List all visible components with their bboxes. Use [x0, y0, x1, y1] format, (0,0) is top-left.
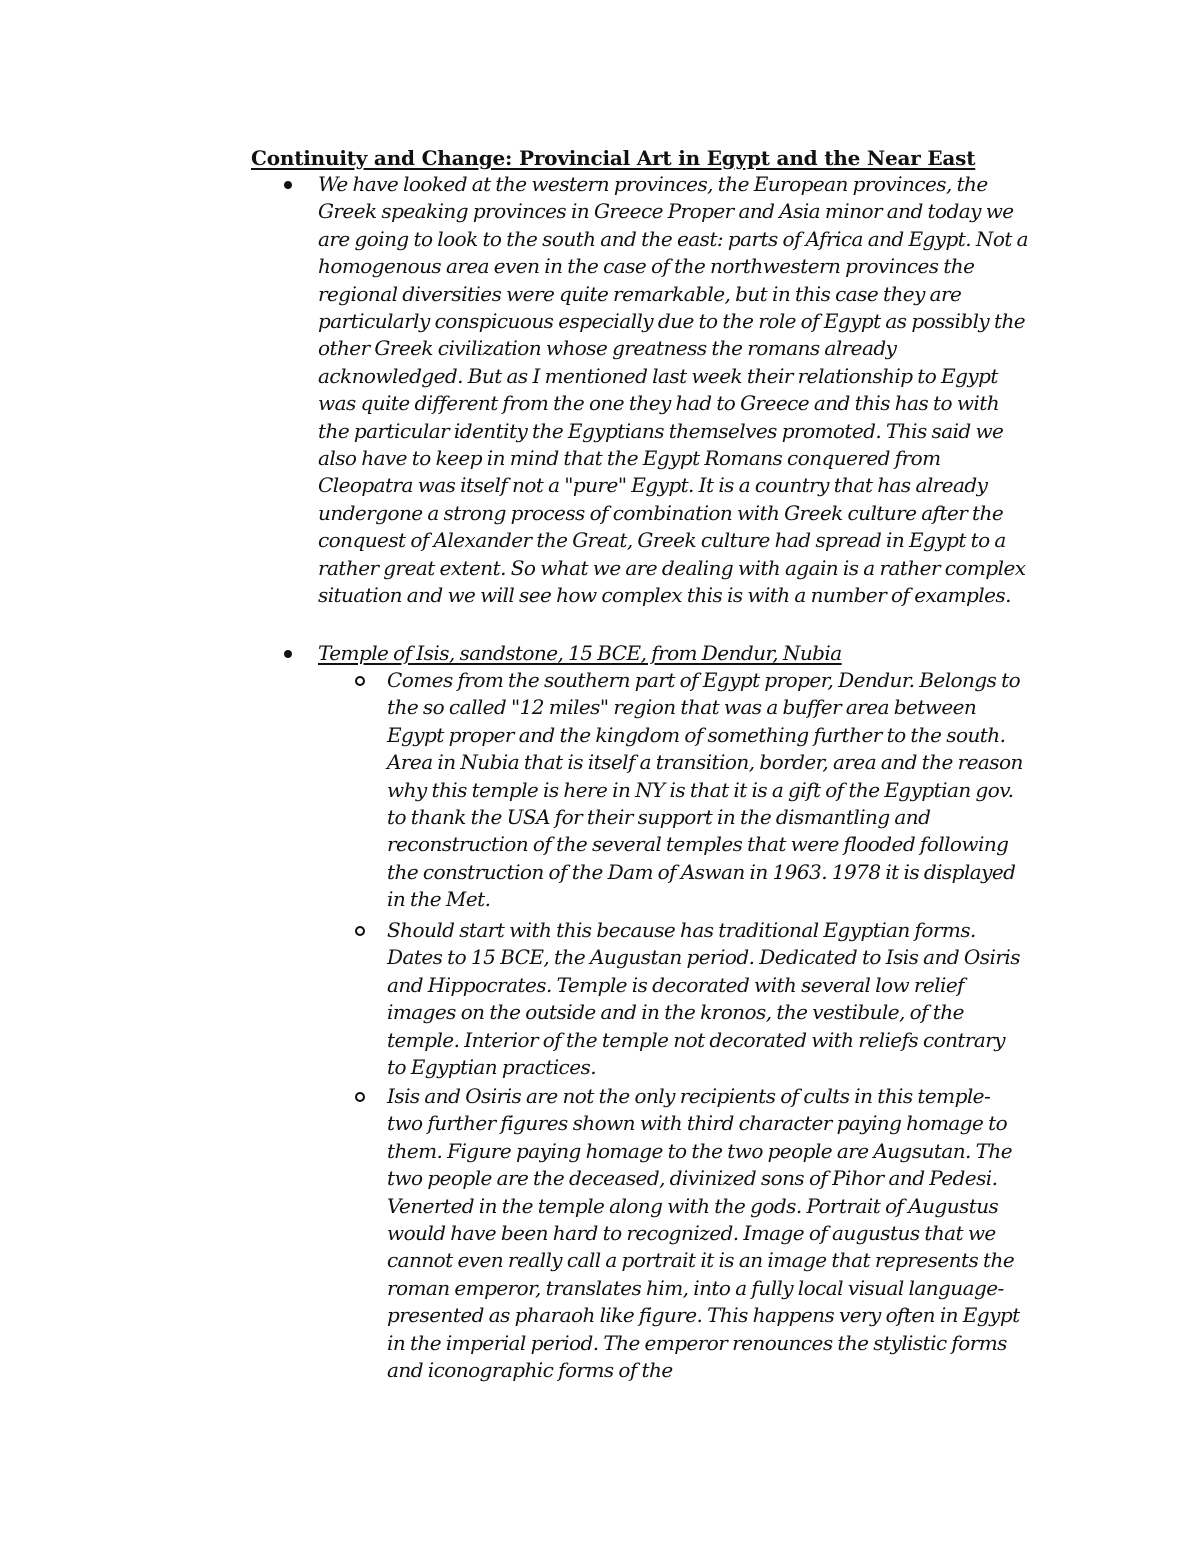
- sub-bullet-item: [387, 1083, 1027, 1384]
- hollow-circle-bullet-icon: [355, 926, 365, 936]
- temple-of-isis-heading: Temple of Isis, sandstone, 15 BCE, from Dendur, Nubia: [318, 641, 842, 665]
- hollow-circle-bullet-icon: [355, 1092, 365, 1102]
- bullet-item-temple-of-isis: [318, 640, 1028, 667]
- sub-bullet-item: [387, 917, 1027, 1081]
- hollow-circle-bullet-icon: [355, 676, 365, 686]
- bullet-item-introduction: [318, 171, 1028, 610]
- filled-bullet-icon: [284, 181, 292, 189]
- sub-bullet-item: [387, 667, 1027, 914]
- document-title: Continuity and Change: Provincial Art in Egypt and the Near East: [251, 146, 976, 170]
- sub-bullet-text-cult-recipients: Isis and Osiris are not the only recipients of cults in this temple- two further figures shown with third character paying homage to them. Figure paying homage to the two people are Augsutan. The two people are the deceased, divinized sons of Pihor and Pedesi. Venerted in the temple along with the gods. Portrait of Augustus would have been hard to recognized. Image of augustus that we cannot even really call a portrait it is an image that represents the roman emperor, translates him, into a fully local visual language-presented as pharaoh like figure. This happens very often in Egypt in the imperial period. The emperor renounces the stylistic forms and iconographic forms of the: [387, 1084, 1020, 1383]
- bullet-text-introduction: We have looked at the western provinces, the European provinces, the Greek speaking provinces in Greece Proper and Asia minor and today we are going to look to the south and the east: parts of Africa and Egypt. Not a homogenous area even in the case of the northwestern provinces the regional diversities were quite remarkable, but in this case they are particularly conspicuous especially due to the role of Egypt as possibly the other Greek civilization whose greatness the romans already acknowledged. But as I mentioned last week their relationship to Egypt was quite different from the one they had to Greece and this has to with the particular identity the Egyptians themselves promoted. This said we also have to keep in mind that the Egypt Romans conquered from Cleopatra was itself not a "pure" Egypt. It is a country that has already undergone a strong process of combination with Greek culture after the conquest of Alexander the Great, Greek culture had spread in Egypt to a rather great extent. So what we are dealing with again is a rather complex situation and we will see how complex this is with a number of examples.: [318, 172, 1029, 608]
- sub-bullet-text-dating: Should start with this because has traditional Egyptian forms. Dates to 15 BCE, the Augustan period. Dedicated to Isis and Osiris and Hippocrates. Temple is decorated with several low relief images on the outside and in the kronos, the vestibule, of the temple. Interior of the temple not decorated with reliefs contrary to Egyptian practices.: [387, 918, 1020, 1080]
- sub-bullet-text-origin: Comes from the southern part of Egypt proper, Dendur. Belongs to the so called "12 miles" region that was a buffer area between Egypt proper and the kingdom of something further to the south. Area in Nubia that is itself a transition, border, area and the reason why this temple is here in NY is that it is a gift of the Egyptian gov. to thank the USA for their support in the dismantling and reconstruction of the several temples that were flooded following the construction of the Dam of Aswan in 1963. 1978 it is displayed in the Met.: [387, 668, 1023, 912]
- filled-bullet-icon: [284, 650, 292, 658]
